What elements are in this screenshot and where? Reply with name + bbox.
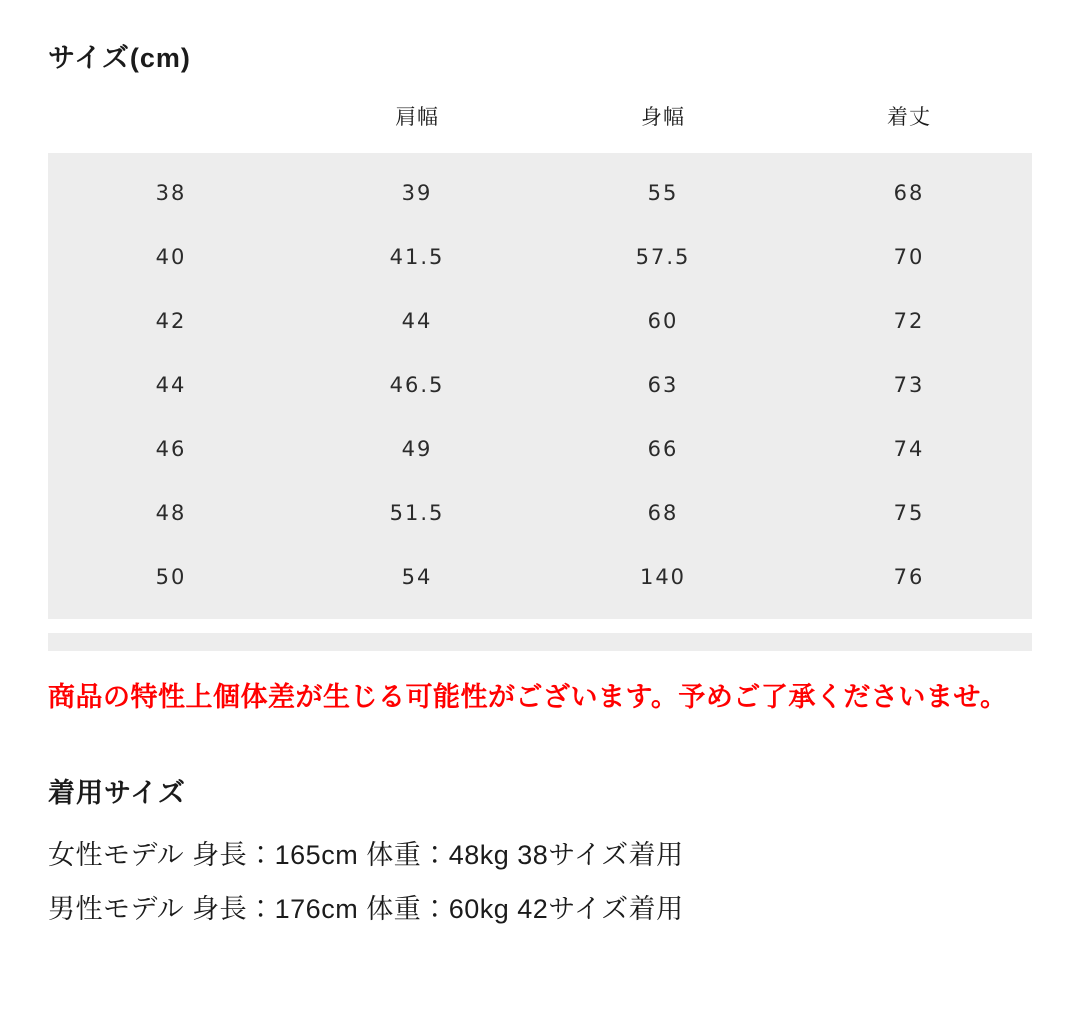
cell-shoulder: 49 [401, 437, 433, 461]
wear-size-male: 男性モデル 身長：176cm 体重：60kg 42サイズ着用 [48, 894, 684, 925]
cell-chest: 68 [647, 501, 679, 525]
table-row [48, 289, 1032, 353]
cell-size: 46 [155, 437, 187, 461]
table-header-row [48, 101, 1032, 153]
cell-chest: 66 [647, 437, 679, 461]
cell-size: 48 [155, 501, 187, 525]
cell-size: 38 [155, 181, 187, 205]
cell-length: 74 [893, 437, 925, 461]
column-header-length: 着丈 [786, 101, 1032, 153]
cell-chest: 57.5 [635, 245, 691, 269]
cell-shoulder: 39 [401, 181, 433, 205]
table-row [48, 353, 1032, 417]
table-footer-bar [48, 633, 1032, 651]
cell-length: 76 [893, 565, 925, 589]
notice-text: 商品の特性上個体差が生じる可能性がございます。予めご了承くださいませ。 [48, 682, 1008, 712]
table-row [48, 481, 1032, 545]
cell-shoulder: 54 [401, 565, 433, 589]
wear-size-female: 女性モデル 身長：165cm 体重：48kg 38サイズ着用 [48, 839, 684, 870]
column-header-size [48, 101, 294, 153]
size-table-header [48, 101, 1032, 153]
cell-length: 73 [893, 373, 925, 397]
cell-size: 42 [155, 309, 187, 333]
column-header-chest: 身幅 [540, 101, 786, 153]
cell-chest: 63 [647, 373, 679, 397]
column-header-shoulder: 肩幅 [294, 101, 540, 153]
table-row [48, 225, 1032, 289]
table-row [48, 417, 1032, 481]
table-row [48, 153, 1032, 225]
cell-length: 72 [893, 309, 925, 333]
cell-size: 44 [155, 373, 187, 397]
wear-size-title: 着用サイズ [48, 777, 186, 808]
cell-shoulder: 51.5 [389, 501, 445, 525]
cell-length: 75 [893, 501, 925, 525]
size-table-body [48, 153, 1032, 619]
cell-size: 50 [155, 565, 187, 589]
cell-length: 70 [893, 245, 925, 269]
cell-chest: 60 [647, 309, 679, 333]
cell-shoulder: 41.5 [389, 245, 445, 269]
page-title: サイズ(cm) [48, 43, 191, 73]
cell-length: 68 [893, 181, 925, 205]
cell-shoulder: 46.5 [389, 373, 445, 397]
cell-size: 40 [155, 245, 187, 269]
cell-shoulder: 44 [401, 309, 433, 333]
cell-chest: 55 [647, 181, 679, 205]
size-table [48, 101, 1032, 619]
table-row [48, 545, 1032, 619]
cell-chest: 140 [639, 565, 687, 589]
